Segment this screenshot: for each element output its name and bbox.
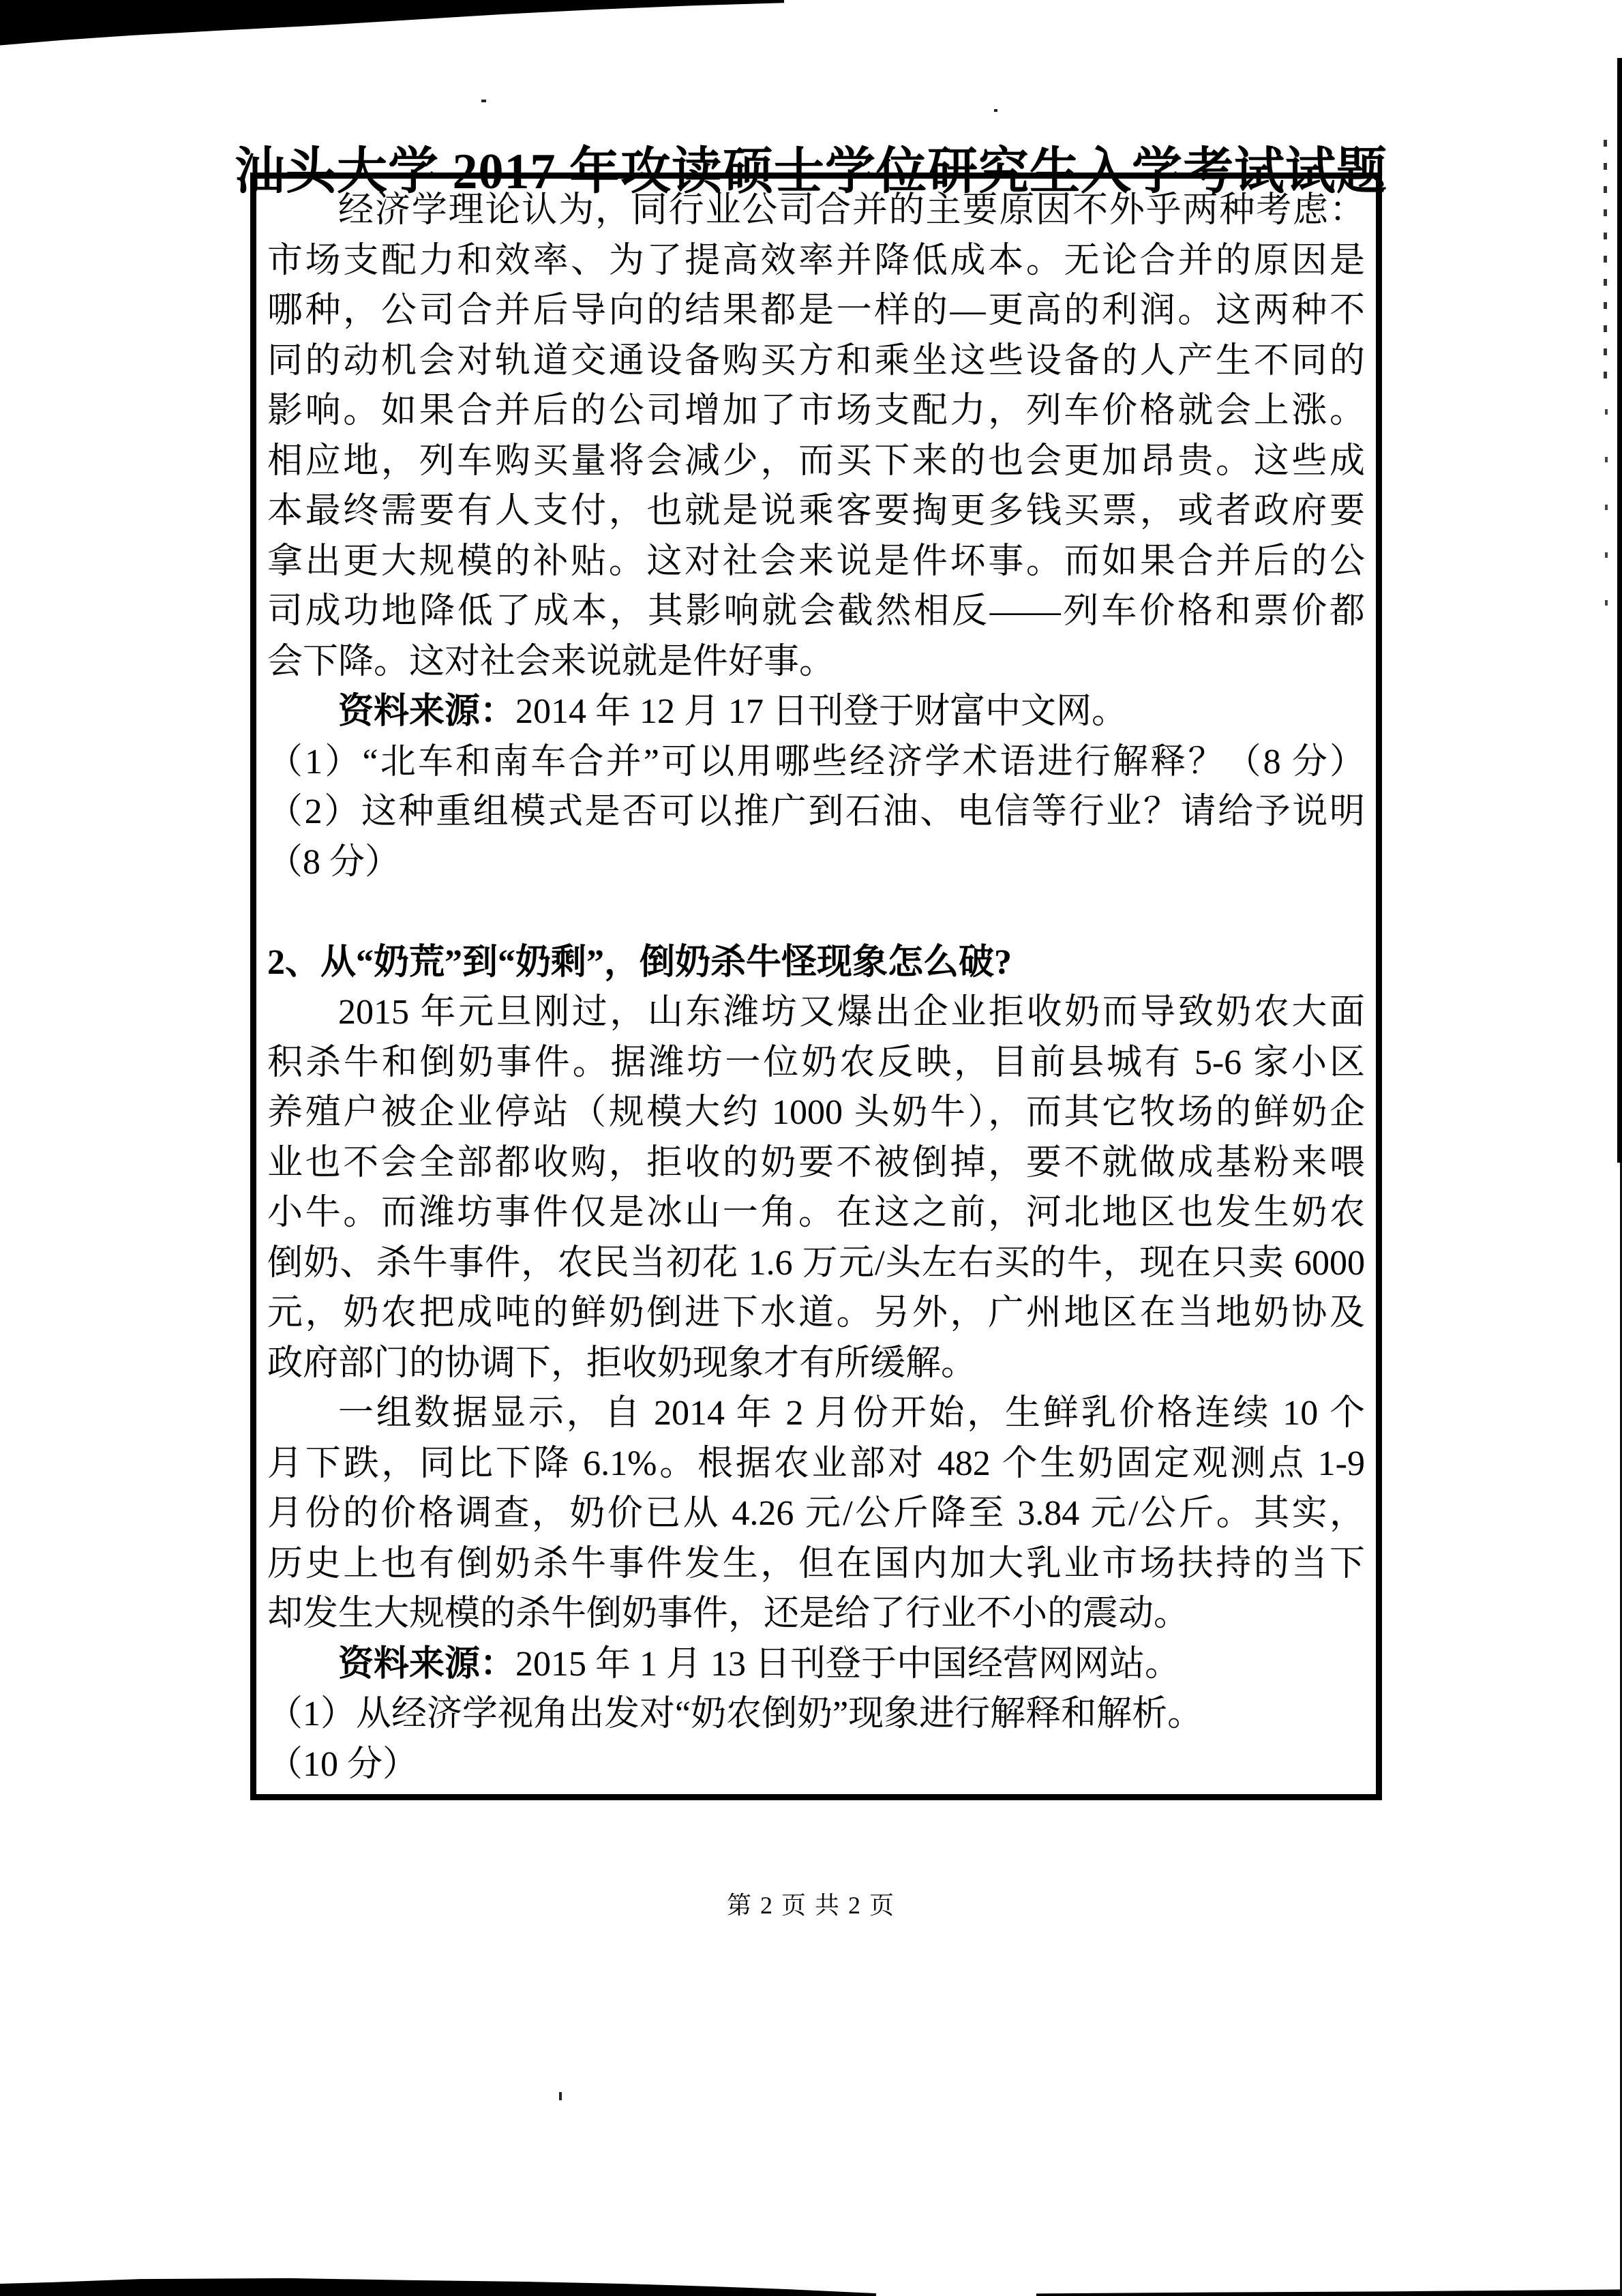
scan-artifact-right-edge	[1617, 58, 1622, 1163]
p2-line: 养殖户被企业停站（规模大约 1000 头奶牛），而其它牧场的鲜奶企	[267, 1093, 1365, 1132]
p2-line: 元，奶农把成吨的鲜奶倒进下水道。另外，广州地区在当地奶协及	[267, 1294, 1365, 1332]
question1-line: （2）这种重组模式是否可以推广到石油、电信等行业？请给予说明	[267, 792, 1365, 831]
p2-line: 倒奶、杀牛事件，农民当初花 1.6 万元/头左右买的牛，现在只卖 6000	[267, 1243, 1365, 1283]
p3-line: 却发生大规模的杀牛倒奶事件，还是给了行业不小的震动。	[267, 1594, 1190, 1633]
p2-line: 小牛。而潍坊事件仅是冰山一角。在这之前，河北地区也发生奶农	[267, 1193, 1365, 1232]
p3-line: 月份的价格调查，奶价已从 4.26 元/公斤降至 3.84 元/公斤。其实，	[267, 1494, 1365, 1533]
scan-speck	[994, 109, 997, 112]
scan-artifact-bottom-left	[0, 2276, 876, 2296]
question2-line: （1）从经济学视角出发对“奶农倒奶”现象进行解释和解析。	[267, 1695, 1203, 1733]
p2-line: 2015 年元旦刚过，山东潍坊又爆出企业拒收奶而导致奶农大面	[338, 993, 1365, 1032]
p1-line: 相应地，列车购买量将会减少，而买下来的也会更加昂贵。这些成	[267, 441, 1365, 481]
p1-line: 哪种，公司合并后导向的结果都是一样的—更高的利润。这两种不	[267, 291, 1365, 330]
source-line-2	[267, 1639, 1365, 1690]
p1-line: 司成功地降低了成本，其影响就会截然相反——列车价格和票价都	[267, 592, 1365, 631]
p2-line: 业也不会全部都收购，拒收的奶要不被倒掉，要不就做成基粉来喂	[267, 1143, 1365, 1182]
p2-line: 积杀牛和倒奶事件。据潍坊一位奶农反映，目前县城有 5-6 家小区	[267, 1043, 1365, 1082]
question2-points-line: （10 分）	[267, 1744, 419, 1784]
p1-line: 拿出更大规模的补贴。这对社会来说是件坏事。而如果合并后的公	[267, 541, 1365, 581]
p1-line: 影响。如果合并后的公司增加了市场支配力，列车价格就会上涨。	[267, 391, 1365, 430]
source-text: 2014 年 12 月 17 日刊登于财富中文网。	[515, 692, 1128, 731]
source-line-1	[267, 687, 1365, 737]
scan-speck	[559, 2092, 562, 2100]
question1-line: （1）“北车和南车合并”可以用哪些经济学术语进行解释？（8 分）	[267, 742, 1365, 781]
p1-line: 经济学理论认为，同行业公司合并的主要原因不外乎两种考虑：	[338, 191, 1365, 230]
page-title: 汕头大学 2017 年攻读硕士学位研究生入学考试试题	[235, 143, 1387, 200]
scan-artifact-right-dashes	[1604, 140, 1607, 392]
p1-line: 同的动机会对轨道交通设备购买方和乘坐这些设备的人产生不同的	[267, 341, 1365, 381]
exam-content-box	[250, 173, 1382, 1800]
page-footer: 第 2 页 共 2 页	[726, 1892, 895, 1919]
p3-line: 历史上也有倒奶杀牛事件发生，但在国内加大乳业市场扶持的当下	[267, 1544, 1365, 1583]
question1-points-line: （8 分）	[267, 842, 401, 882]
section2-heading: 2、从“奶荒”到“奶剩”，倒奶杀牛怪现象怎么破?	[267, 942, 1012, 982]
source-label: 资料来源：	[338, 692, 516, 731]
scan-artifact-bottom-right	[1036, 2288, 1622, 2296]
scan-speck	[481, 100, 486, 102]
p2-line: 政府部门的协调下，拒收奶现象才有所缓解。	[267, 1343, 977, 1383]
p1-line: 本最终需要有人支付，也就是说乘客要掏更多钱买票，或者政府要	[267, 492, 1365, 531]
p1-line: 市场支配力和效率、为了提高效率并降低成本。无论合并的原因是	[267, 241, 1365, 280]
p3-line: 月下跌，同比下降 6.1%。根据农业部对 482 个生奶固定观测点 1-9	[267, 1444, 1365, 1483]
blank-line	[267, 887, 1365, 938]
scan-artifact-right-dashes-sparse	[1605, 409, 1608, 614]
source-text: 2015 年 1 月 13 日刊登于中国经营网网站。	[515, 1644, 1181, 1684]
p3-line: 一组数据显示，自 2014 年 2 月份开始，生鲜乳价格连续 10 个	[338, 1394, 1365, 1433]
scan-artifact-top	[0, 0, 784, 48]
source-label: 资料来源：	[338, 1644, 516, 1684]
p1-line: 会下降。这对社会来说就是件好事。	[267, 642, 835, 681]
